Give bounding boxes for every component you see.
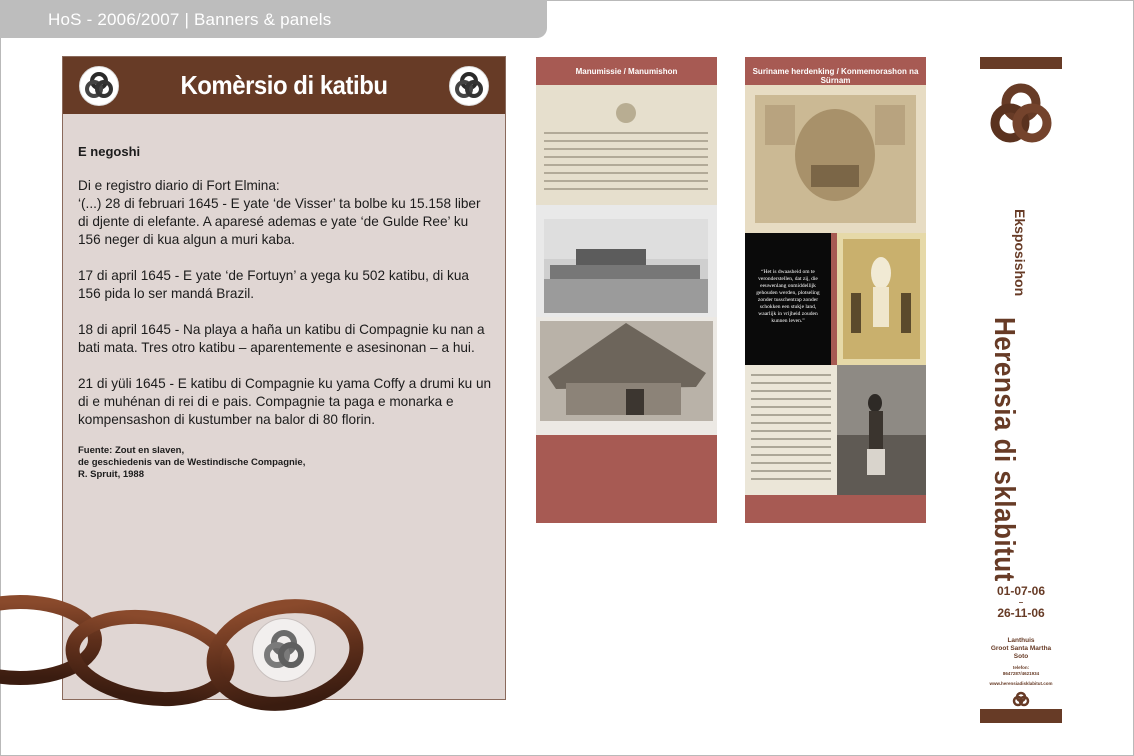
- knot-watermark-icon: [252, 618, 316, 682]
- phone-label: telefon:: [1012, 665, 1030, 670]
- expo-phone: [980, 665, 1062, 677]
- knot-icon: [80, 67, 118, 105]
- paragraph: Di e registro diario di Fort Elmina: ‘(...) 28 di februari 1645 - E yate ‘de Visser’ ta bolbe ku 15.158 liber di djente di elefante. A aparesé ademas e yate ‘de Gulde Ree’ ku 156 neger di kua algun a muri kaba.: [78, 178, 481, 247]
- knot-logo-icon: [79, 66, 119, 106]
- source-citation: Fuente: Zout en slaven, de geschiedenis van de Westindische Compagnie, R. Spruit, 1988: [78, 445, 306, 480]
- hut-image: [536, 317, 717, 435]
- phone-number: 8647287/4621934: [1002, 671, 1040, 676]
- document-photo: [536, 85, 717, 205]
- small-knot-icon: [1012, 691, 1030, 707]
- knot-logo-icon: [986, 77, 1056, 155]
- date-end: 26-11-06: [997, 606, 1045, 620]
- expo-title: Herensia di sklabitut: [988, 317, 1020, 582]
- quote-text: “Het is dwaasheid om te veronderstellen, dat zij, die eeuwenlang onmiddellijk gehouden werden, plotseling zonder tusschentrap zonder schokken een stukje land, waarlijk in vrijheid zouden kunnen leven.”: [756, 269, 820, 324]
- vertical-banner-inner: [980, 69, 1062, 709]
- panel-subtitle: E negoshi: [78, 144, 141, 159]
- banner-title: Manumissie / Manumishon: [575, 67, 678, 76]
- page-title: HoS - 2006/2007 | Banners & panels: [48, 10, 332, 29]
- commemoration-image: [745, 85, 926, 233]
- proclamation-image: [745, 365, 837, 495]
- fort-image: [536, 205, 717, 317]
- document-image: [536, 85, 717, 205]
- paragraph: 21 di yüli 1645 - E katibu di Compagnie ku yama Coffy a drumi ku un di e muhénan di rei di e pais. Compagnie ta paga e monarka e kompensashon di kustumber na balor di 80 florin.: [78, 376, 492, 427]
- date-start: 01-07-06: [996, 584, 1046, 598]
- chain-image: [0, 580, 380, 730]
- statue-image: [837, 233, 926, 365]
- panel-header: [63, 57, 505, 114]
- fort-photo: [536, 205, 717, 317]
- hut-photo: [536, 317, 717, 435]
- banner-suriname: [745, 57, 926, 523]
- panel-body: [78, 143, 493, 481]
- statue-print: [837, 233, 926, 365]
- expo-website: www.herensiadisklabitut.com: [989, 681, 1053, 686]
- vertical-banner: [980, 57, 1062, 723]
- proclamation-document: [745, 365, 837, 495]
- expo-label: Eksposishon: [1012, 209, 1028, 297]
- paragraph: 17 di april 1645 - E yate ‘de Fortuyn’ a yega ku 502 katibu, di kua 156 pida lo ser mandá Brazil.: [78, 268, 469, 301]
- expo-dates: [980, 585, 1062, 620]
- knot-logo-icon: [449, 66, 489, 106]
- banner-manumission: [536, 57, 717, 523]
- paragraph: 18 di april 1645 - Na playa a haña un katibu di Compagnie ku nan a bati mata. Tres otro katibu – aparentemente e asesinonan – a hui.: [78, 322, 485, 355]
- date-dash: –: [1018, 598, 1024, 607]
- header-tab: [0, 0, 547, 38]
- knot-icon: [253, 619, 315, 681]
- liberation-painting: [837, 365, 926, 495]
- quote-panel: [745, 233, 831, 365]
- panel-title: Komèrsio di katibu: [180, 70, 388, 100]
- commemoration-print: [745, 85, 926, 233]
- expo-location: Lanthuis Groot Santa Martha Soto: [990, 637, 1052, 660]
- painting-image: [837, 365, 926, 495]
- knot-icon: [450, 67, 488, 105]
- banner-title: Suriname herdenking / Konmemorashon na Sürnam: [752, 67, 919, 85]
